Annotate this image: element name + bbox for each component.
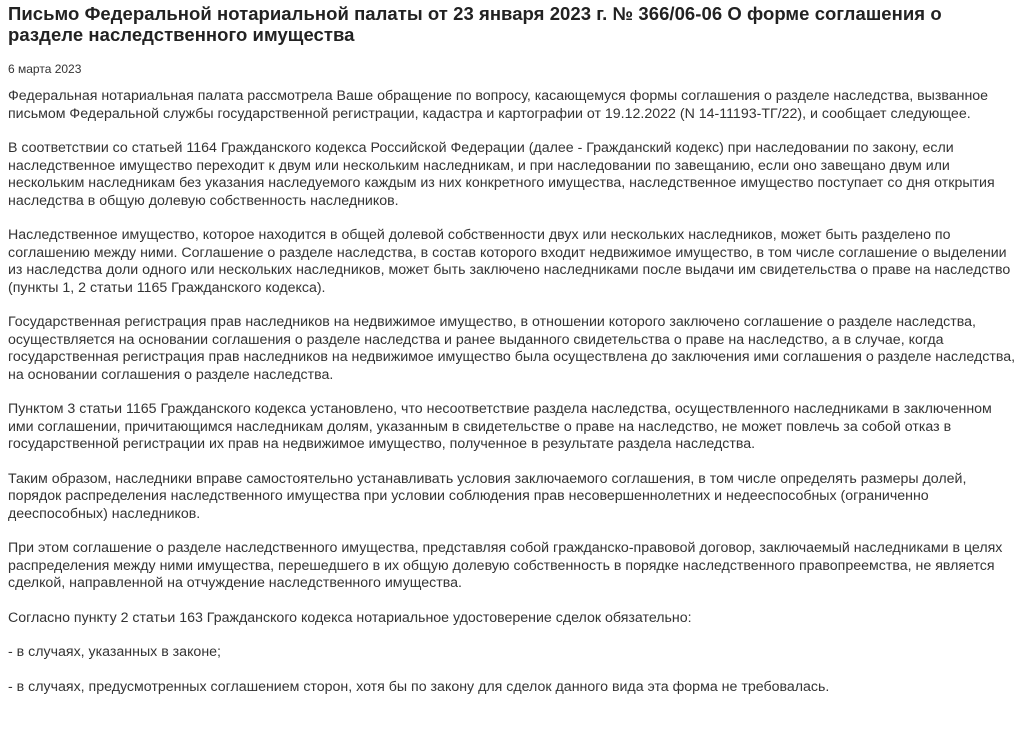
list-item: - в случаях, предусмотренных соглашением сторон, хотя бы по закону для сделок данного вида эта форма не требовалась.	[8, 678, 830, 695]
paragraph: Федеральная нотариальная палата рассмотрела Ваше обращение по вопросу, касающемуся формы соглашения о разделе наследства, вызванное письмом Федеральной службы государственной регистрации, кадастра и картографии от 19.12.2022 (N 14-11193-ТГ/22), и сообщает следующее.	[8, 88, 989, 122]
paragraph: В соответствии со статьей 1164 Гражданского кодекса Российской Федерации (далее - Гражданский кодекс) при наследовании по закону, если наследственное имущество переходит к двум или нескольким наследникам, и при наследовании по завещанию, если оно завещано двум или нескольким наследникам без указания наследуемого каждым из них конкретного имущества, наследственное имущество поступает со дня открытия наследства в общую долевую собственность наследников.	[8, 140, 995, 209]
paragraph: Согласно пункту 2 статьи 163 Гражданского кодекса нотариальное удостоверение сделок обязательно:	[8, 609, 692, 626]
paragraph: При этом соглашение о разделе наследственного имущества, представляя собой гражданско-правовой договор, заключаемый наследниками в целях распределения между ними имущества, перешедшего в их общую долевую собственность в порядке наследственного правопреемства, не является сделкой, направленной на отчуждение наследственного имущества.	[8, 540, 1003, 591]
document-body	[8, 88, 1020, 696]
paragraph: Государственная регистрация прав наследников на недвижимое имущество, в отношении которого заключено соглашение о разделе наследства, осуществляется на основании соглашения о разделе наследства и ранее выданного свидетельства о праве на наследство, а в случае, когда государственная регистрация прав наследников на недвижимое имущество была осуществлена до заключения ими соглашения о разделе наследства, на основании соглашения о разделе наследства.	[8, 314, 1016, 383]
paragraph: Таким образом, наследники вправе самостоятельно устанавливать условия заключаемого соглашения, в том числе определять размеры долей, порядок распределения наследственного имущества при условии соблюдения прав несовершеннолетних и недееспособных (ограниченно дееспособных) наследников.	[8, 470, 967, 522]
document-title: Письмо Федеральной нотариальной палаты от 23 января 2023 г. № 366/06-06 О форме соглашения о разделе наследственного имущества	[8, 3, 942, 45]
publication-date: 6 марта 2023	[8, 62, 82, 76]
list-item: - в случаях, указанных в законе;	[8, 644, 221, 660]
paragraph: Наследственное имущество, которое находится в общей долевой собственности двух или нескольких наследников, может быть разделено по соглашению между ними. Соглашение о разделе наследства, в состав которого входит недвижимое имущество, в том числе соглашение о выделении из наследства доли одного или нескольких наследников, может быть заключено наследниками после выдачи им свидетельства о праве на наследство (пункты 1, 2 статьи 1165 Гражданского кодекса).	[8, 227, 1011, 296]
paragraph: Пунктом 3 статьи 1165 Гражданского кодекса установлено, что несоответствие раздела наследства, осуществленного наследниками в заключенном ими соглашении, причитающимся наследникам долям, указанным в свидетельстве о праве на наследство, не может повлечь за собой отказ в государственной регистрации их прав на недвижимое имущество, полученное в результате раздела наследства.	[8, 401, 992, 452]
